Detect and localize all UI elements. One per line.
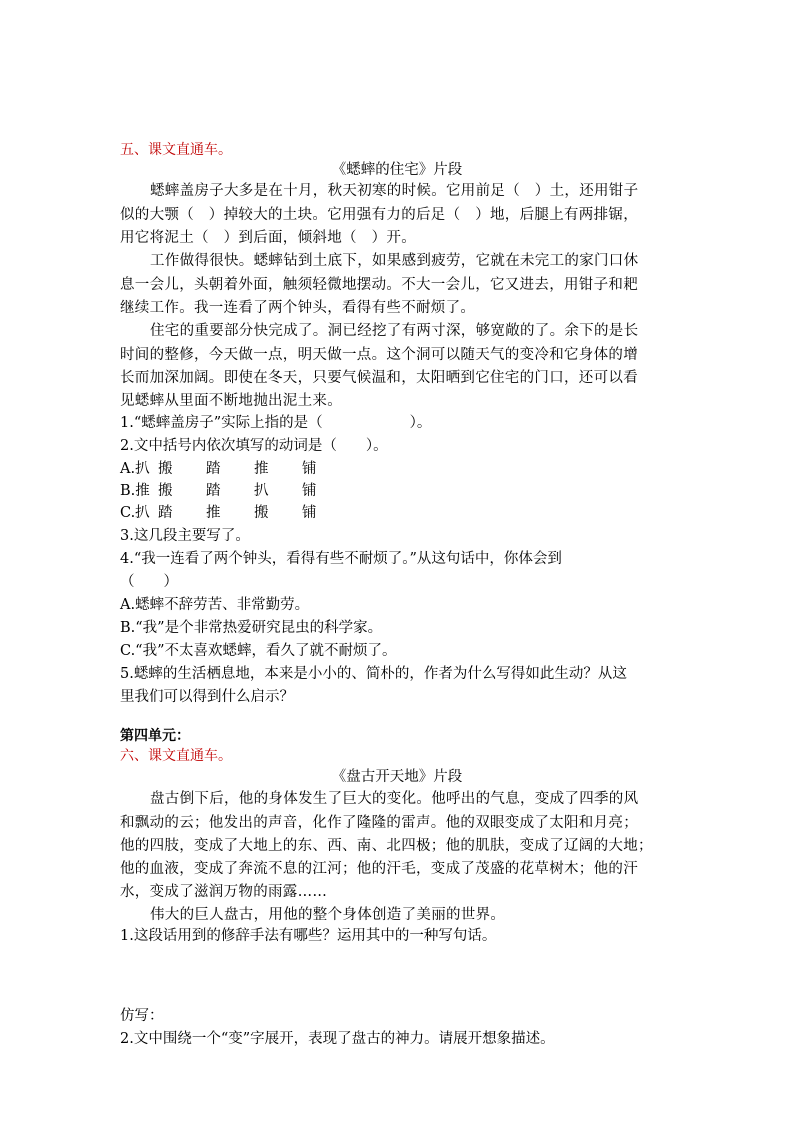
passage-line: 水，变成了滋润万物的雨露…… bbox=[120, 884, 328, 900]
option-item: 搬 bbox=[254, 505, 269, 521]
option-item: B.推 bbox=[120, 483, 150, 499]
question-3: 3.这几段主要写了。 bbox=[120, 528, 250, 544]
section6-passage-title: 《盘古开天地》片段 bbox=[331, 769, 463, 785]
passage-line: 蟋蟀盖房子大多是在十月，秋天初寒的时候。它用前足（ ）土，还用钳子 bbox=[150, 183, 639, 199]
option-item: 铺 bbox=[302, 483, 317, 499]
option-item: 踏 bbox=[158, 505, 173, 521]
passage-line: 息一会儿，头朝着外面，触须轻微地摆动。不大一会儿，它又进去，用钳子和耙 bbox=[120, 277, 638, 293]
question-2: 2.文中括号内依次填写的动词是（ ）。 bbox=[120, 438, 388, 454]
option-item: 搬 bbox=[158, 461, 173, 477]
unit4-question-2: 2.文中围绕一个“变”字展开，表现了盘古的神力。请展开想象描述。 bbox=[120, 1031, 555, 1047]
passage-line: 他的血液，变成了奔流不息的江河；他的汗毛，变成了茂盛的花草树木；他的汗 bbox=[120, 861, 638, 877]
passage-line: 似的大颚（ ）掉较大的土块。它用强有力的后足（ ）地，后腿上有两排锯， bbox=[120, 207, 638, 223]
section6-heading: 六、课文直通车。 bbox=[120, 748, 232, 764]
passage-line: 他的四肢，变成了大地上的东、西、南、北四极；他的肌肤，变成了辽阔的大地； bbox=[120, 838, 653, 854]
passage-line: 继续工作。我一连看了两个钟头，看得有些不耐烦了。 bbox=[120, 300, 476, 316]
passage-line: 用它将泥土（ ）到后面，倾斜地（ ）开。 bbox=[120, 230, 416, 246]
imitate-label: 仿写： bbox=[120, 1008, 164, 1024]
passage-line: 伟大的巨人盘古，用他的整个身体创造了美丽的世界。 bbox=[150, 907, 506, 923]
option-item: 踏 bbox=[206, 483, 221, 499]
passage-line: 盘古倒下后，他的身体发生了巨大的变化。他呼出的气息，变成了四季的风 bbox=[150, 791, 639, 807]
option-item: 搬 bbox=[158, 483, 173, 499]
passage-line: 长而加深加阔。即使在冬天，只要气候温和，太阳晒到它住宅的门口，还可以看 bbox=[120, 370, 638, 386]
question-4-option: A.蟋蟀不辞劳苦、非常勤劳。 bbox=[120, 597, 310, 613]
question-1: 1.“蟋蟀盖房子”实际上指的是（ ）。 bbox=[120, 415, 432, 431]
option-item: 推 bbox=[254, 461, 269, 477]
question-4: 4.“我一连看了两个钟头，看得有些不耐烦了。”从这句话中，你体会到 bbox=[120, 551, 562, 567]
passage-line: 住宅的重要部分快完成了。洞已经挖了有两寸深，够宽敞的了。余下的是长 bbox=[150, 323, 639, 339]
section5-passage-title: 《蟋蟀的住宅》片段 bbox=[331, 162, 463, 178]
unit4-question-1: 1.这段话用到的修辞手法有哪些？运用其中的一种写句话。 bbox=[120, 928, 497, 944]
option-row-a bbox=[120, 459, 350, 479]
option-item: 踏 bbox=[206, 461, 221, 477]
option-item: 扒 bbox=[254, 483, 269, 499]
passage-line: 时间的整修，今天做一点，明天做一点。这个洞可以随天气的变冷和它身体的增 bbox=[120, 347, 638, 363]
option-item: A.扒 bbox=[120, 461, 150, 477]
passage-line: 和飘动的云；他发出的声音，化作了隆隆的雷声。他的双眼变成了太阳和月亮； bbox=[120, 815, 638, 831]
question-4-option: C.“我”不太喜欢蟋蟀，看久了就不耐烦了。 bbox=[120, 643, 397, 659]
question-5: 5.蟋蟀的生活栖息地，本来是小小的、简朴的，作者为什么写得如此生动？从这 bbox=[120, 666, 627, 682]
passage-line: 见蟋蟀从里面不断地抛出泥土来。 bbox=[120, 393, 342, 409]
option-item: 铺 bbox=[302, 461, 317, 477]
question-5-cont: 里我们可以得到什么启示？ bbox=[120, 689, 294, 705]
option-item: 铺 bbox=[302, 505, 317, 521]
section5-heading: 五、课文直通车。 bbox=[120, 142, 232, 158]
option-item: C.扒 bbox=[120, 505, 150, 521]
question-4-option: B.“我”是个非常热爱研究昆虫的科学家。 bbox=[120, 620, 383, 636]
option-row-b bbox=[120, 481, 350, 501]
question-4-blank: （ ） bbox=[120, 574, 178, 590]
option-item: 推 bbox=[206, 505, 221, 521]
passage-line: 工作做得很快。蟋蟀钻到土底下，如果感到疲劳，它就在未完工的家门口休 bbox=[150, 253, 639, 269]
option-row-c bbox=[120, 503, 350, 523]
unit4-heading: 第四单元： bbox=[120, 728, 190, 744]
